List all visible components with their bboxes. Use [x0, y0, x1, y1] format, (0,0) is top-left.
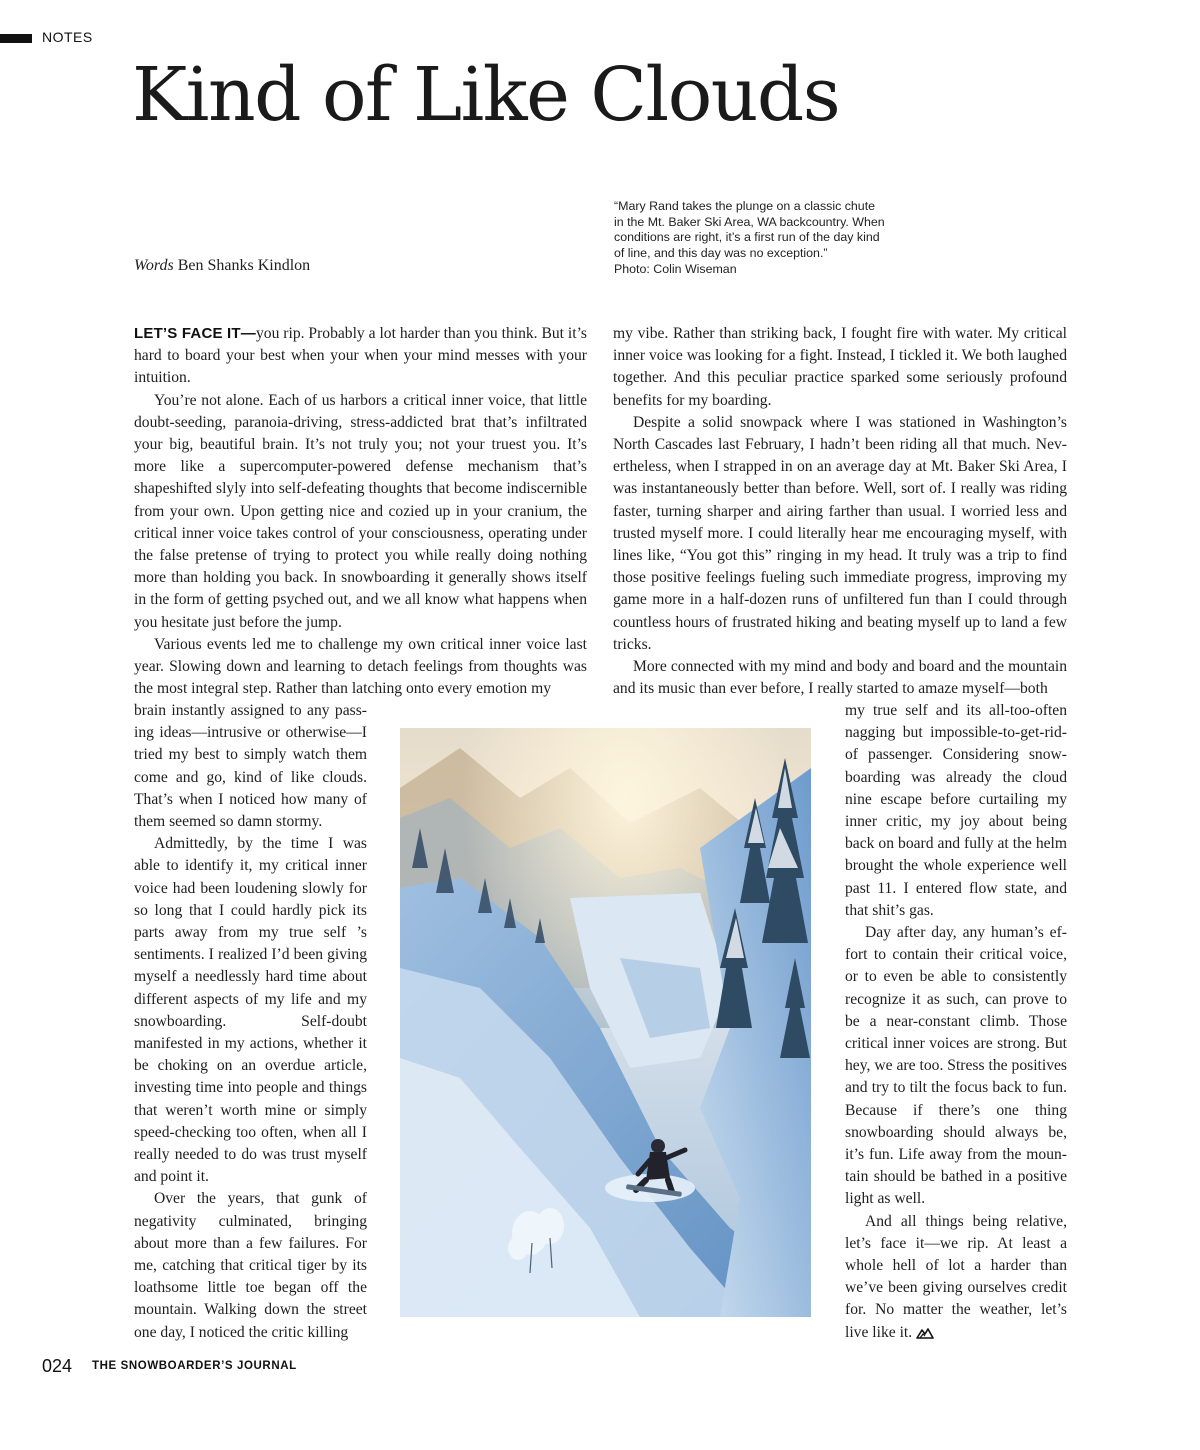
snowboarder-photo — [400, 728, 811, 1317]
caption-line: of line, and this day was no exception.” — [614, 246, 828, 261]
article-column-left-narrow — [134, 700, 367, 1344]
article-paragraph: my vibe. Rather than striking back, I fought fire with water. My critical inner voice was looking for a fight. Instead, I tickled it. We both laughed together. And this peculiar practice sparked some seriously profound benefits for my boarding. — [613, 325, 1067, 409]
article-title: Kind of Like Clouds — [132, 52, 840, 138]
page-number: 024 — [42, 1356, 73, 1376]
photo-credit: Photo: Colin Wiseman — [614, 261, 737, 276]
article-paragraph: Admittedly, by the time I was able to identify it, my critical inner voice had been loudening slowly for so long that I could hardly pick its parts away from my true self ’s sentiments. I realized I’d been giving myself a needlessly hard time about different aspects of my life and my snowboarding. Self-doubt manifested in my actions, whether it be choking on an overdue article, investing time into people and things that weren’t worth mine or simply speed-checking too often, when all I really needed to do was trust myself and point it. — [134, 835, 367, 1186]
section-bar — [0, 34, 32, 43]
publication-name: THE SNOWBOARDER’S JOURNAL — [92, 1360, 297, 1372]
article-column-right-narrow — [845, 700, 1067, 1344]
byline-author: Ben Shanks Kindlon — [177, 257, 311, 274]
article-paragraph: Over the years, that gunk of negativity culminated, bringing about more than a few failures. For me, catching that critical tiger by its loathsome little toe began off the mountain. Walking down the street one day, I noticed the critic killing — [134, 1190, 367, 1341]
article-paragraph: You’re not alone. Each of us harbors a critical inner voice, that little doubt-seeding, paranoia-driving, stress-addicted brat that’s infiltrated your big, beautiful brain. It’s not truly you; not your truest you. It’s more like a supercomputer-powered defense mechanism that’s shapeshifted slyly into self-defeating thoughts that become indiscernible from your own. Upon getting nice and cozied up in your cranium, the critical inner voice takes control of your consciousness, operating under the false pretense of trying to protect you while really doing nothing more than holding you back. In snowboarding it generally shows itself in the form of getting psyched out, and we all know what happens when you hesitate just before the jump. — [134, 391, 587, 631]
article-paragraph — [845, 1211, 1067, 1344]
byline-prefix: Words — [134, 257, 174, 274]
snowboarder-photo-illustration — [400, 728, 811, 1317]
mountain-end-mark-icon — [916, 1327, 934, 1339]
article-column-left-top — [134, 323, 587, 700]
article-paragraph: Various events led me to challenge my own critical inner voice last year. Slowing down and learning to detach feelings from thoughts was the most integral step. Rather than latching onto every emotion my — [134, 635, 587, 698]
paragraph-text: And all things being relative, let’s face it—we rip. At least a whole hell of lot a harder than we’ve been giving ourselves credit for. No matter the weather, let’s live like it. — [845, 1212, 1067, 1341]
caption-line: in the Mt. Baker Ski Area, WA backcountry. When — [614, 214, 885, 229]
article-paragraph: More connected with my mind and body and board and the mountain and its music than ever before, I really started to amaze myself—both — [613, 658, 1067, 698]
caption-line: “Mary Rand takes the plunge on a classic chute — [614, 199, 876, 213]
photo-caption — [614, 199, 914, 278]
paragraph-text: you rip. Probably a lot harder than you think. But it’s hard to board your best when your when your mind messes with your intuition. — [134, 325, 587, 387]
byline — [134, 257, 310, 275]
section-label: NOTES — [42, 29, 93, 45]
lead-in: LET’S FACE IT— — [134, 325, 256, 342]
article-paragraph: Day after day, any human’s effort to contain their critical voice, or to even be able to consistently recognize it as such, can prove to be a near-constant climb. Those critical inner voices are strong. But hey, we are too. Stress the positives and try to tilt the focus back to fun. Because if there’s one thing snowboarding should always be, it’s fun. Life away from the mountain should be bathed in a positive light as well. — [845, 924, 1067, 1208]
article-paragraph: my true self and its all-too-often nagging but impossible-to-get-rid-of passenger. Considering snowboarding was already the cloud nine escape before curtailing my inner critic, my joy about being back on board and fully at the helm brought the whole experience well past 11. I entered flow state, and that shit’s gas. — [845, 702, 1067, 919]
article-column-right-top — [613, 323, 1067, 700]
article-paragraph: Despite a solid snowpack where I was stationed in Washington’s North Cascades last February, I hadn’t been riding all that much. Nevertheless, when I strapped in on an average day at Mt. Baker Ski Area, I was instantaneously better than before. Well, sort of. I really was riding faster, turning sharper and airing farther than usual. I worried less and trusted myself more. I could literally hear me encouraging myself, with lines like, “You got this” ringing in my head. It truly was a trip to find those positive feelings fueling such immediate progress, improving my game more in a half-dozen runs of unfiltered fun than I could through countless hours of frustrated hiking and beating myself up to land a few tricks. — [613, 413, 1067, 653]
article-paragraph: brain instantly assigned to any passing ideas—intrusive or otherwise—I tried my best to simply watch them come and go, kind of like clouds. That’s when I noticed how many of them seemed so damn stormy. — [134, 702, 367, 831]
article-paragraph — [134, 323, 587, 390]
caption-line: conditions are right, it’s a first run of the day kind — [614, 230, 880, 245]
